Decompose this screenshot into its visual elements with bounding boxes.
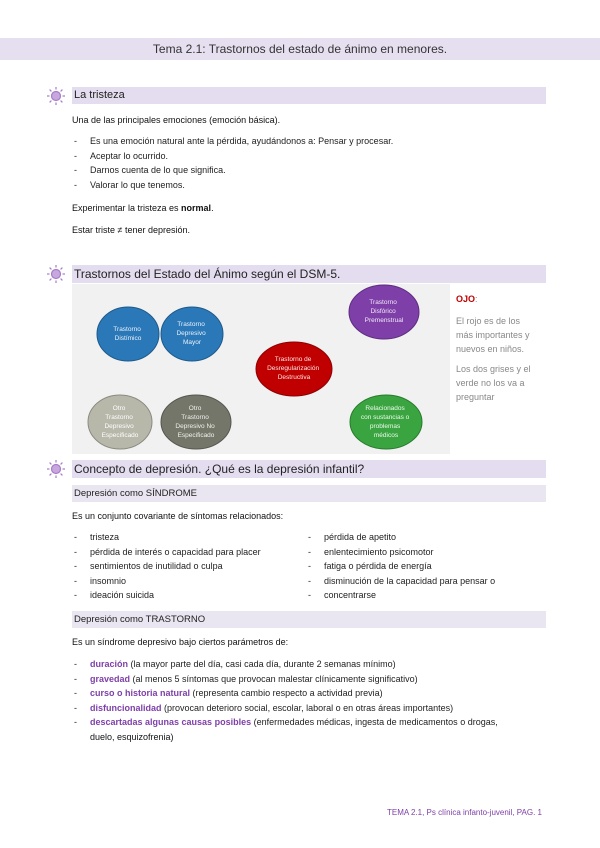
svg-text:Otro Trastorno: Otro Trastorno Depresivo Especificado xyxy=(101,405,139,439)
tristeza-intro: Una de las principales emociones (emoción básica). xyxy=(72,115,281,125)
lightbulb-icon xyxy=(46,459,66,479)
list-item: - duración (la mayor parte del día, casi cada día, durante 2 semanas mínimo) xyxy=(72,657,552,672)
list-item-continuation: - concentrarse xyxy=(306,588,546,603)
list-item: - Es una emoción natural ante la pérdida, ayudándonos a: Pensar y procesar. xyxy=(72,134,393,149)
list-item: - insomnio xyxy=(72,574,302,589)
sindrome-intro: Es un conjunto covariante de síntomas relacionados: xyxy=(72,511,284,521)
list-item: - descartadas algunas causas posibles (enfermedades médicas, ingesta de medicamentos o drogas, xyxy=(72,715,552,730)
sindrome-list-col1 xyxy=(72,530,302,603)
svg-text:Otro Trastorno: Otro Trastorno Depresivo No Especificado xyxy=(175,405,215,439)
lightbulb-icon xyxy=(46,264,66,284)
list-item: - pérdida de interés o capacidad para placer xyxy=(72,545,302,560)
list-item: - Aceptar lo ocurrido. xyxy=(72,149,393,164)
list-item: - enlentecimiento psicomotor xyxy=(306,545,546,560)
list-item: - fatiga o pérdida de energía xyxy=(306,559,546,574)
list-item: - curso o historia natural (representa cambio respecto a actividad previa) xyxy=(72,686,552,701)
node-otro-especificado xyxy=(88,395,152,449)
node-desregulacion xyxy=(256,342,332,396)
svg-text:Trastorno Depresivo: Trastorno Depresivo Mayor xyxy=(176,321,206,346)
trastorno-list xyxy=(72,657,552,730)
subheading-trastorno: Depresión como TRASTORNO xyxy=(72,611,546,628)
list-item: - Darnos cuenta de lo que significa. xyxy=(72,163,393,178)
section-heading-dsm: Trastornos del Estado del Ánimo según el DSM-5. xyxy=(72,265,546,283)
node-otro-no-especificado xyxy=(161,395,231,449)
node-depresivo-mayor xyxy=(161,307,223,361)
ojo-line: verde no los va a xyxy=(456,378,525,388)
svg-text:Trastorno Distímico: Trastorno Distímico xyxy=(113,326,142,342)
list-item: - disfuncionalidad (provocan deterioro social, escolar, laboral o en otras áreas importantes) xyxy=(72,701,552,716)
ojo-line: preguntar xyxy=(456,392,495,402)
dsm-diagram xyxy=(72,284,450,454)
page-footer: TEMA 2.1, Ps clínica infanto-juvenil, PAG. 1 xyxy=(386,808,542,817)
list-item: - ideación suicida xyxy=(72,588,302,603)
svg-text:Relacionados con susta: Relacionados con sustancias o problemas médicos xyxy=(360,405,410,439)
tristeza-depresion-line: Estar triste ≠ tener depresión. xyxy=(72,225,190,235)
section-heading-tristeza: La tristeza xyxy=(72,87,546,104)
node-disforico xyxy=(349,285,419,339)
svg-text:Trastorno Disfórico: Trastorno Disfórico Premenstrual xyxy=(364,299,404,324)
svg-text:Trastorno de Desregula: Trastorno de Desregularización Destructiva xyxy=(267,356,320,381)
list-item: - pérdida de apetito xyxy=(306,530,546,545)
trastorno-last-line: duelo, esquizofrenia) xyxy=(90,732,174,742)
ojo-note: OJO: El rojo es de los más importantes y nuevos en niños. Los dos grises y el verde no los va a preguntar xyxy=(456,292,544,404)
subheading-sindrome: Depresión como SÍNDROME xyxy=(72,485,546,502)
trastorno-intro: Es un síndrome depresivo bajo ciertos parámetros de: xyxy=(72,637,289,647)
sindrome-list-col2 xyxy=(306,530,546,603)
list-item: - tristeza xyxy=(72,530,302,545)
list-item: - sentimientos de inutilidad o culpa xyxy=(72,559,302,574)
list-item: - gravedad (al menos 5 síntomas que provocan malestar clínicamente significativo) xyxy=(72,672,552,687)
tristeza-normal-line: Experimentar la tristeza es normal. xyxy=(72,203,214,213)
ojo-line: más importantes y xyxy=(456,330,530,340)
ojo-line: nuevos en niños. xyxy=(456,344,525,354)
tristeza-list xyxy=(72,134,393,192)
dsm-diagram-svg xyxy=(72,284,450,454)
page-title: Tema 2.1: Trastornos del estado de ánimo en menores. xyxy=(0,38,600,60)
ojo-line: El rojo es de los xyxy=(456,316,521,326)
ojo-line: Los dos grises y el xyxy=(456,364,531,374)
node-sustancias xyxy=(350,395,422,449)
node-distimico xyxy=(97,307,159,361)
list-item: - Valorar lo que tenemos. xyxy=(72,178,393,193)
lightbulb-icon xyxy=(46,86,66,106)
list-item: - disminución de la capacidad para pensar o xyxy=(306,574,546,589)
section-heading-concepto: Concepto de depresión. ¿Qué es la depresión infantil? xyxy=(72,460,546,478)
ojo-title: OJO xyxy=(456,294,476,304)
